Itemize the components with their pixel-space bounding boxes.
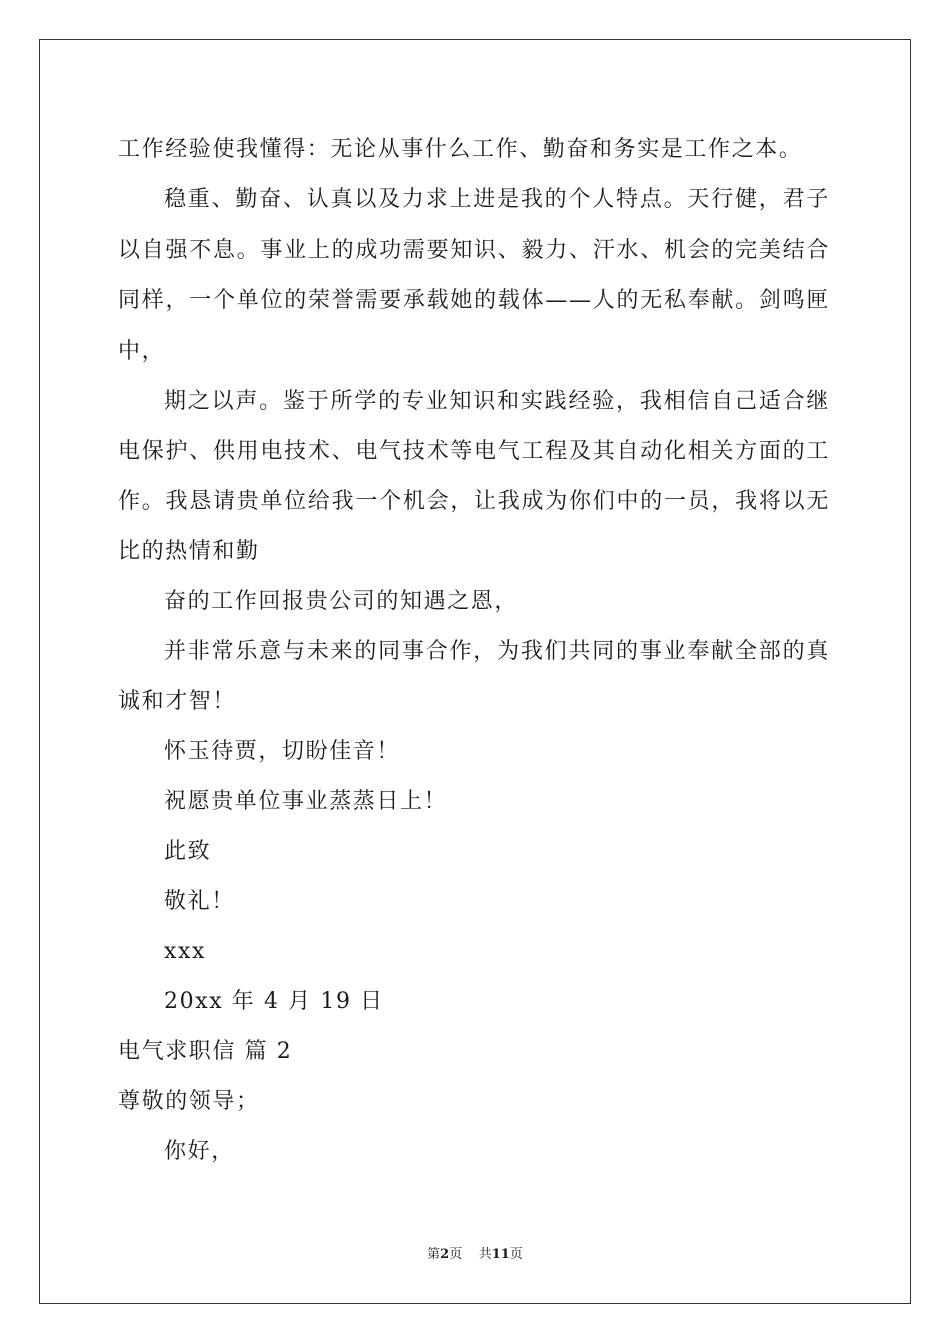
- greeting-line: 你好，: [164, 1139, 235, 1164]
- paragraph-line: 并非常乐意与未来的同事合作，为我们共同的事业奉献全部的真: [164, 639, 830, 664]
- footer-suffix: 页: [509, 1247, 523, 1262]
- paragraph-line: 诚和才智！: [118, 689, 237, 714]
- greeting-line: 尊敬的领导；: [118, 1089, 260, 1114]
- paragraph-line: 怀玉待贾，切盼佳音！: [164, 739, 401, 764]
- page-total-number: 11: [491, 1247, 510, 1262]
- paragraph-line: 电保护、供用电技术、电气技术等电气工程及其自动化相关方面的工: [118, 439, 830, 464]
- paragraph-line: 祝愿贵单位事业蒸蒸日上！: [164, 789, 448, 814]
- paragraph-line: 比的热情和勤: [118, 539, 260, 564]
- page-current-number: 2: [440, 1247, 450, 1262]
- signature-name: xxx: [164, 939, 207, 964]
- salutation-line: 此致: [164, 839, 212, 864]
- paragraph-line: 奋的工作回报贵公司的知遇之恩，: [164, 589, 519, 614]
- paragraph-line: 工作经验使我懂得：无论从事什么工作、勤奋和务实是工作之本。: [118, 137, 803, 162]
- paragraph-line: 期之以声。鉴于所学的专业知识和实践经验，我相信自己适合继: [164, 389, 830, 414]
- signature-date: 20xx 年 4 月 19 日: [164, 989, 384, 1014]
- footer-mid: 页 共: [449, 1247, 492, 1262]
- paragraph-line: 同样，一个单位的荣誉需要承载她的载体——人的无私奉献。剑鸣匣: [118, 288, 830, 313]
- footer-prefix: 第: [427, 1247, 441, 1262]
- paragraph-line: 以自强不息。事业上的成功需要知识、毅力、汗水、机会的完美结合: [118, 238, 830, 263]
- section-title: 电气求职信 篇 2: [118, 1039, 293, 1064]
- salutation-line: 敬礼！: [164, 889, 235, 914]
- page-footer: [0, 1246, 950, 1264]
- paragraph-line: 中，: [118, 339, 166, 364]
- paragraph-line: 稳重、勤奋、认真以及力求上进是我的个人特点。天行健，君子: [164, 187, 830, 212]
- paragraph-line: 作。我恳请贵单位给我一个机会，让我成为你们中的一员，我将以无: [118, 489, 830, 514]
